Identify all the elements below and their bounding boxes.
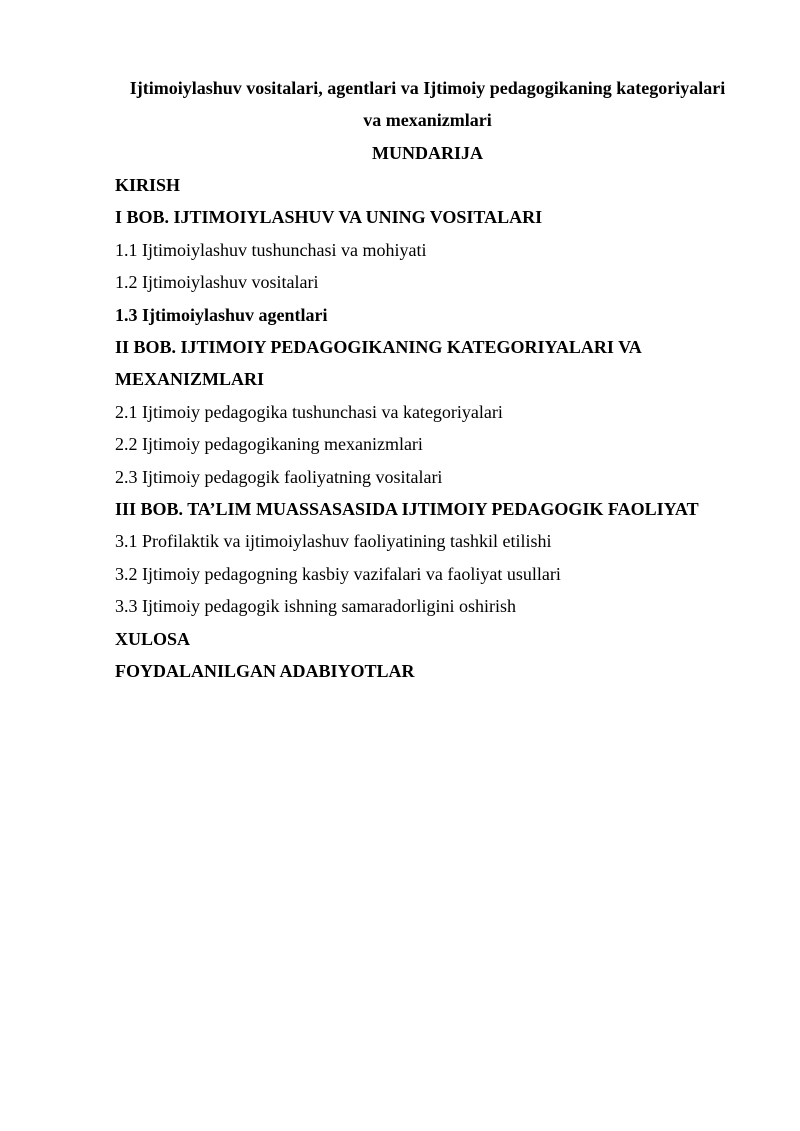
toc-item-3-3: 3.3 Ijtimoiy pedagogik ishning samaradorligini oshirish — [115, 596, 516, 617]
table-of-contents — [115, 169, 765, 688]
toc-item-adabiyotlar: FOYDALANILGAN ADABIYOTLAR — [115, 661, 415, 682]
toc-item-2-1: 2.1 Ijtimoiy pedagogika tushunchasi va kategoriyalari — [115, 401, 503, 422]
toc-item-3-2: 3.2 Ijtimoiy pedagogning kasbiy vazifalari va faoliyat usullari — [115, 563, 561, 584]
toc-item-chapter-3: III BOB. TA’LIM MUASSASASIDA IJTIMOIY PEDAGOGIK FAOLIYAT — [115, 499, 699, 520]
toc-item-1-3: 1.3 Ijtimoiylashuv agentlari — [115, 304, 328, 325]
toc-item-3-1: 3.1 Profilaktik va ijtimoiylashuv faoliyatining tashkil etilishi — [115, 531, 552, 552]
toc-item-1-1: 1.1 Ijtimoiylashuv tushunchasi va mohiyati — [115, 239, 427, 260]
toc-item-chapter-2-cont: MEXANIZMLARI — [115, 369, 265, 390]
toc-item-1-2: 1.2 Ijtimoiylashuv vositalari — [115, 272, 319, 293]
toc-item-2-2: 2.2 Ijtimoiy pedagogikaning mexanizmlari — [115, 434, 423, 455]
document-title-line-2: va mexanizmlari — [363, 110, 492, 130]
toc-item-chapter-2: II BOB. IJTIMOIY PEDAGOGIKANING KATEGORIYALARI VA — [115, 337, 642, 358]
toc-item-xulosa: XULOSA — [115, 628, 191, 649]
toc-item-chapter-1: I BOB. IJTIMOIYLASHUV VA UNING VOSITALARI — [115, 207, 543, 228]
toc-item-kirish: KIRISH — [115, 175, 181, 195]
document-title-line-1: Ijtimoiylashuv vositalari, agentlari va Ijtimoiy pedagogikaning kategoriyalari — [129, 78, 726, 98]
document-title — [100, 72, 755, 136]
toc-item-2-3: 2.3 Ijtimoiy pedagogik faoliyatning vositalari — [115, 466, 443, 487]
toc-heading: MUNDARIJA — [372, 143, 483, 163]
